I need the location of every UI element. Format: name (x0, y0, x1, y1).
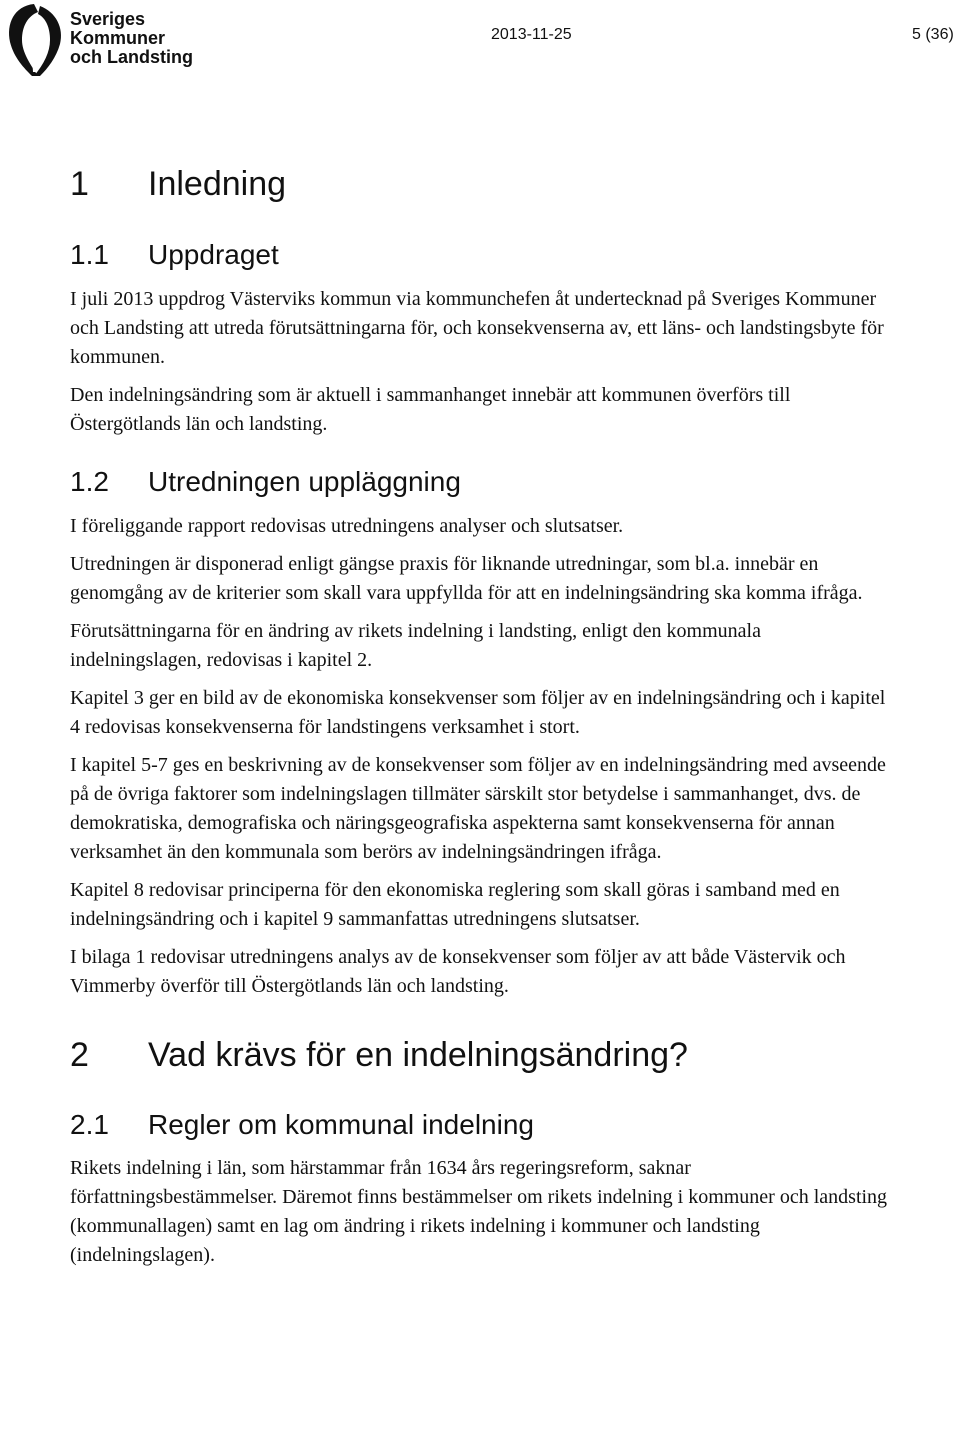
heading-title: Uppdraget (148, 239, 279, 270)
heading-title: Regler om kommunal indelning (148, 1109, 534, 1140)
paragraph: Den indelningsändring som är aktuell i sammanhanget innebär att kommunen överförs till Östergötlands län och landsting. (70, 384, 791, 435)
heading-1 (70, 163, 890, 205)
logo-line: Sveriges (70, 9, 146, 29)
paragraph: Utredningen är disponerad enligt gängse praxis för liknande utredningar, som bl.a. innebär en genomgång av de kriterier som skall vara uppfyllda för att en indelningsändring ska komma ifråga. (70, 553, 863, 604)
heading-1-1 (70, 238, 890, 272)
skl-emblem-icon (4, 2, 66, 78)
heading-2 (70, 1034, 890, 1076)
paragraph: I juli 2013 uppdrog Västerviks kommun via kommunchefen åt undertecknad på Sveriges Kommuner och Landsting att utreda förutsättningarna för, och konsekvenserna av, ett läns- och landstingsbyte för kommunen. (70, 288, 884, 368)
heading-number: 1.1 (70, 239, 109, 270)
paragraph: Kapitel 8 redovisar principerna för den ekonomiska reglering som skall göras i samband med en indelningsändring och i kapitel 9 sammanfattas utredningens slutsatser. (70, 879, 840, 930)
paragraph: Rikets indelning i län, som härstammar från 1634 års regeringsreform, saknar författningsbestämmelser. Däremot finns bestämmelser om rikets indelning i kommuner och landsting (kommunallagen) samt en lag om ändring i rikets indelning i kommuner och landsting (indelningslagen). (70, 1157, 888, 1266)
page-number: 5 (36) (912, 26, 954, 43)
page-header (0, 0, 960, 80)
logo-line: Kommuner (70, 28, 166, 48)
paragraph: I föreliggande rapport redovisas utredningens analyser och slutsatser. (70, 515, 624, 537)
heading-number: 2.1 (70, 1109, 109, 1140)
heading-title: Vad krävs för en indelningsändring? (148, 1036, 688, 1074)
heading-title: Utredningen uppläggning (148, 466, 461, 497)
paragraph: I kapitel 5-7 ges en beskrivning av de konsekvenser som följer av en indelningsändring med avseende på de övriga faktorer som indelningslagen tillmäter särskilt stor betydelse i sammanhanget, dvs. de demokratiska, demografiska och näringsgeografiska aspekterna samt konsekvenserna för annan verksamhet än den kommunala som berörs av indelningsändringen ifråga. (70, 754, 886, 863)
logo-line: och Landsting (70, 47, 193, 67)
document-date: 2013-11-25 (491, 26, 572, 43)
heading-number: 1 (70, 165, 89, 203)
heading-2-1 (70, 1108, 890, 1142)
logo-wordmark (70, 10, 193, 67)
heading-title: Inledning (148, 165, 287, 203)
heading-number: 2 (70, 1036, 89, 1074)
heading-1-2 (70, 465, 890, 499)
paragraph: Förutsättningarna för en ändring av rikets indelning i landsting, enligt den kommunala indelningslagen, redovisas i kapitel 2. (70, 620, 761, 671)
document-body (70, 163, 890, 1270)
skl-logo (4, 2, 193, 78)
paragraph: Kapitel 3 ger en bild av de ekonomiska konsekvenser som följer av en indelningsändring och i kapitel 4 redovisas konsekvenserna för landstingens verksamhet i stort. (70, 687, 886, 738)
paragraph: I bilaga 1 redovisar utredningens analys av de konsekvenser som följer av att både Västervik och Vimmerby överför till Östergötlands län och landsting. (70, 946, 846, 997)
heading-number: 1.2 (70, 466, 109, 497)
